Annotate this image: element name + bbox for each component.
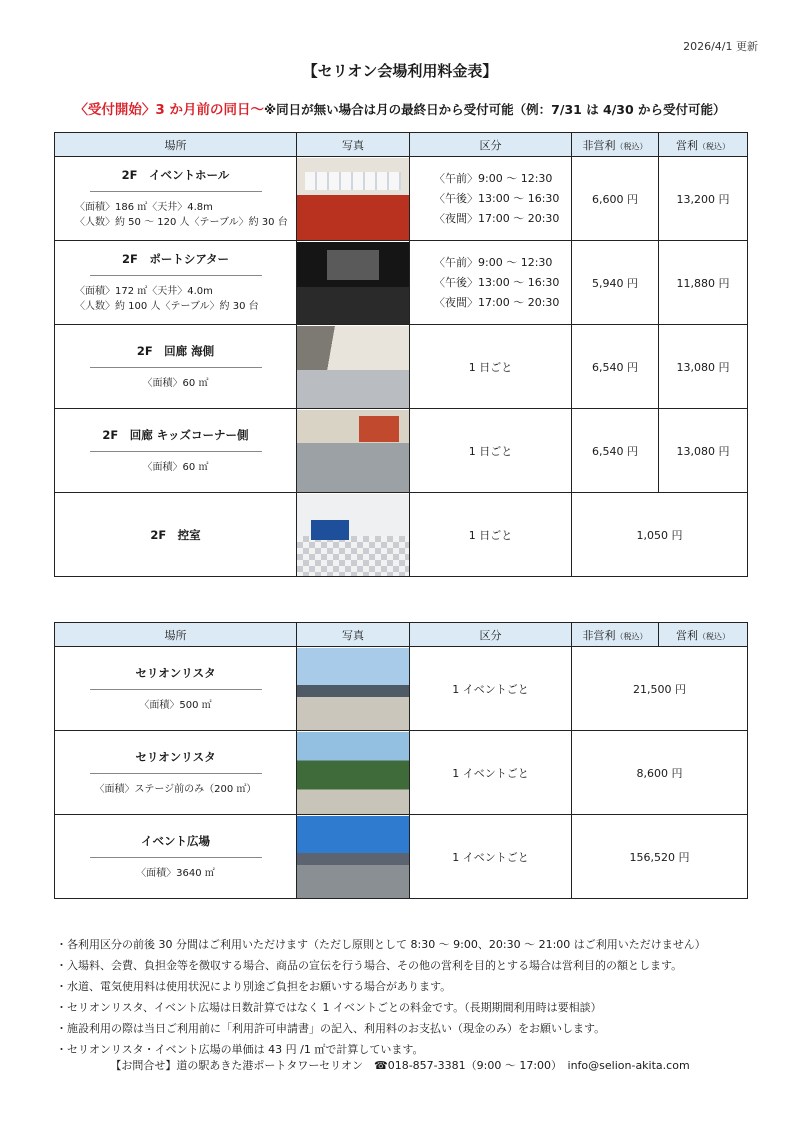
note-item: ・各利用区分の前後 30 分間はご利用いただけます（ただし原則として 8:30 〜 9:00、20:30 〜 21:00 はご利用いただけません） [56, 938, 706, 951]
flat-price: 156,520 円 [572, 815, 748, 899]
time-slots: 〈午前〉9:00 〜 12:30 〈午後〉13:00 〜 16:30 〈夜間〉17:00 〜 20:30 [410, 157, 572, 241]
place-name: 2F 回廊 キッズコーナー側 [90, 427, 262, 452]
table-row [55, 647, 748, 731]
photo-cell [297, 241, 410, 325]
note-item: ・入場料、会費、負担金等を徴収する場合、商品の宣伝を行う場合、その他の営利を目的とする場合は営利目的の額とします。 [56, 959, 683, 972]
division-cell: 1 日ごと [410, 493, 572, 577]
event-hall-photo [297, 158, 409, 240]
place-detail: 〈面積〉3640 ㎡ [136, 867, 215, 879]
place-cell [55, 325, 297, 409]
note-item: ・セリオンリスタ・イベント広場の単価は 43 円 /1 ㎡で計算しています。 [56, 1043, 424, 1056]
waiting-room-photo [297, 494, 409, 576]
place-name: 2F イベントホール [90, 167, 262, 192]
contact-info: 【お問合せ】道の駅あきた港ポートタワーセリオン ☎018-857-3381（9:00 〜 17:00） info@selion-akita.com [110, 1059, 690, 1072]
corridor-kids-photo [297, 410, 409, 492]
table-header [55, 133, 748, 157]
place-cell [55, 157, 297, 241]
header-profit: 営利（税込） [659, 133, 748, 157]
place-cell [55, 409, 297, 493]
reservation-start: 〈受付開始〉3 か月前の同日〜 [74, 102, 265, 118]
division-cell: 1 日ごと [410, 409, 572, 493]
note-item: ・水道、電気使用料は使用状況により別途ご負担をお願いする場合があります。 [56, 980, 452, 993]
table-row [55, 409, 748, 493]
flat-price: 8,600 円 [572, 731, 748, 815]
update-date: 2026/4/1 更新 [683, 40, 758, 53]
place-name: 2F ポートシアター [90, 251, 262, 276]
hall-price-table [54, 132, 748, 577]
place-cell [55, 493, 297, 577]
lista-photo [297, 648, 409, 730]
usage-notes [56, 934, 706, 1060]
place-detail: 〈面積〉500 ㎡ [139, 699, 212, 711]
outdoor-price-table [54, 622, 748, 899]
place-name: セリオンリスタ [90, 749, 262, 774]
place-detail: 〈人数〉約 50 〜 120 人〈テーブル〉約 30 台 [75, 217, 288, 228]
photo-cell [297, 157, 410, 241]
header-place: 場所 [55, 133, 297, 157]
time-slots: 〈午前〉9:00 〜 12:30 〈午後〉13:00 〜 16:30 〈夜間〉17:00 〜 20:30 [410, 241, 572, 325]
header-photo: 写真 [297, 133, 410, 157]
header-division: 区分 [410, 133, 572, 157]
table-row [55, 157, 748, 241]
corridor-sea-photo [297, 326, 409, 408]
table-row [55, 815, 748, 899]
header-division: 区分 [410, 623, 572, 647]
place-name: イベント広場 [90, 833, 262, 858]
table-row [55, 731, 748, 815]
photo-cell [297, 493, 410, 577]
profit-price: 13,080 円 [659, 409, 748, 493]
profit-price: 13,200 円 [659, 157, 748, 241]
place-name: 2F 回廊 海側 [90, 343, 262, 368]
header-nonprofit: 非営利（税込） [572, 623, 659, 647]
header-photo: 写真 [297, 623, 410, 647]
table-row [55, 493, 748, 577]
table-header [55, 623, 748, 647]
place-detail: 〈面積〉60 ㎡ [142, 377, 209, 389]
place-detail: 〈面積〉ステージ前のみ（200 ㎡） [94, 783, 257, 795]
place-cell [55, 815, 297, 899]
lista-stage-photo [297, 732, 409, 814]
place-name: 2F 控室 [150, 527, 201, 542]
reservation-notice [0, 98, 800, 118]
nonprofit-price: 6,540 円 [572, 409, 659, 493]
place-name: セリオンリスタ [90, 665, 262, 690]
place-detail: 〈面積〉172 ㎡〈天井〉4.0m [75, 286, 213, 297]
place-cell [55, 731, 297, 815]
division-cell: 1 イベントごと [410, 647, 572, 731]
division-cell: 1 イベントごと [410, 815, 572, 899]
profit-price: 13,080 円 [659, 325, 748, 409]
reservation-note: ※同日が無い場合は月の最終日から受付可能（例：7/31 は 4/30 から受付可能） [264, 102, 726, 117]
place-detail: 〈面積〉60 ㎡ [142, 461, 209, 473]
flat-price: 21,500 円 [572, 647, 748, 731]
note-item: ・セリオンリスタ、イベント広場は日数計算ではなく 1 イベントごとの料金です。（長期期間利用時は要相談） [56, 1001, 602, 1014]
nonprofit-price: 6,540 円 [572, 325, 659, 409]
place-cell [55, 647, 297, 731]
nonprofit-price: 5,940 円 [572, 241, 659, 325]
port-theater-photo [297, 242, 409, 324]
page-title: 【セリオン会場利用料金表】 [302, 62, 498, 80]
photo-cell [297, 731, 410, 815]
header-place: 場所 [55, 623, 297, 647]
header-nonprofit: 非営利（税込） [572, 133, 659, 157]
photo-cell [297, 325, 410, 409]
place-cell [55, 241, 297, 325]
table-row [55, 325, 748, 409]
photo-cell [297, 409, 410, 493]
photo-cell [297, 647, 410, 731]
division-cell: 1 イベントごと [410, 731, 572, 815]
flat-price: 1,050 円 [572, 493, 748, 577]
place-detail: 〈面積〉186 ㎡〈天井〉4.8m [75, 202, 213, 213]
nonprofit-price: 6,600 円 [572, 157, 659, 241]
event-plaza-photo [297, 816, 409, 898]
table-row [55, 241, 748, 325]
place-detail: 〈人数〉約 100 人〈テーブル〉約 30 台 [75, 301, 259, 312]
header-profit: 営利（税込） [659, 623, 748, 647]
note-item: ・施設利用の際は当日ご利用前に「利用許可申請書」の記入、利用料のお支払い（現金のみ）をお願いします。 [56, 1022, 606, 1035]
division-cell: 1 日ごと [410, 325, 572, 409]
profit-price: 11,880 円 [659, 241, 748, 325]
photo-cell [297, 815, 410, 899]
